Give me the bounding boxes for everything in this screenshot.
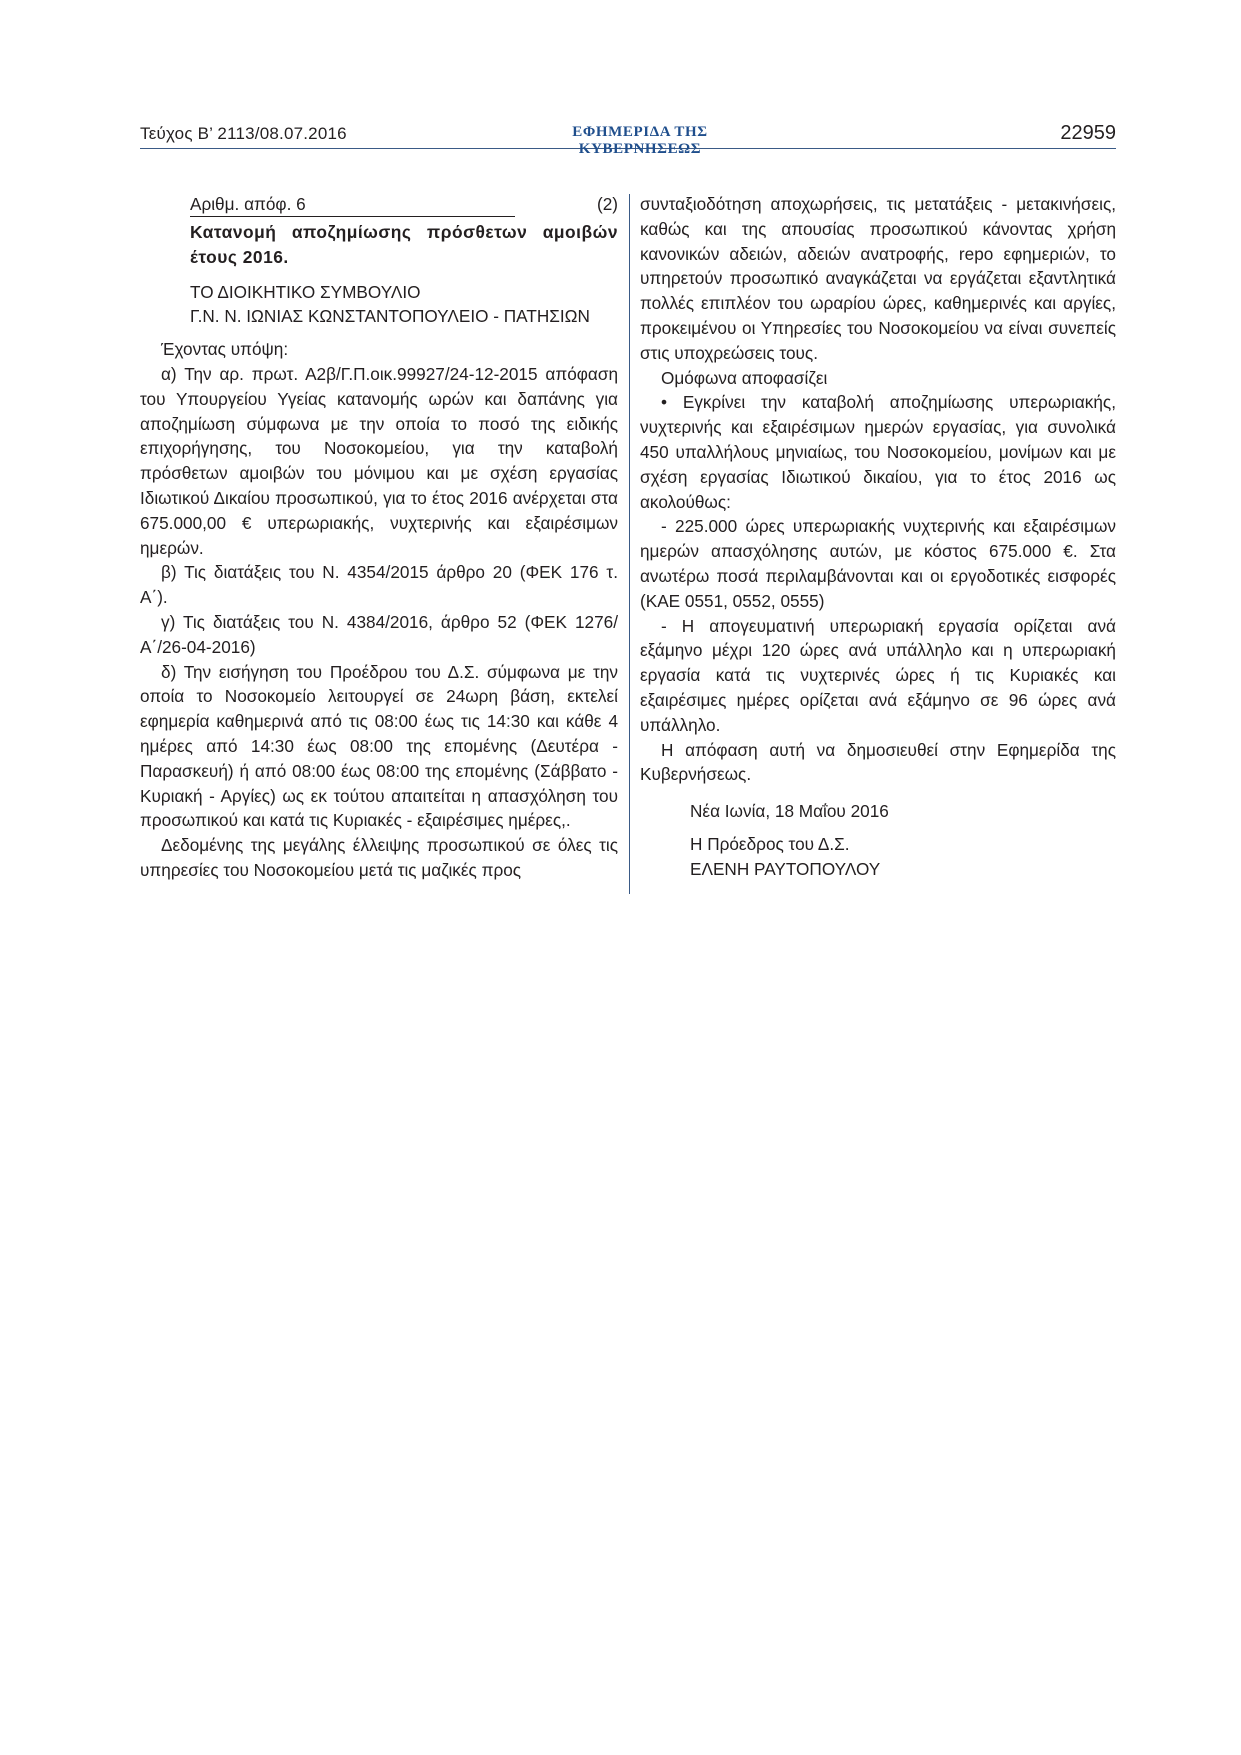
gazette-name: ΕΦΗΜΕΡΙΔΑ ΤΗΣ ΚΥΒΕΡΝΗΣΕΩΣ <box>572 124 708 157</box>
decision-number: Αριθμ. απόφ. 6 <box>190 192 515 217</box>
signature-block <box>690 799 1116 881</box>
considering-item-b: β) Τις διατάξεις του Ν. 4354/2015 άρθρο 20 (ΦΕΚ 176 τ. Α΄). <box>140 562 618 608</box>
publication-paragraph: Η απόφαση αυτή να δημοσιευθεί στην Εφημερίδα της Κυβερνήσεως. <box>640 739 1116 785</box>
considering-item-a: α) Την αρ. πρωτ. Α2β/Γ.Π.οικ.99927/24-12-2015 απόφαση του Υπουργείου Υγείας κατανομής ωρών και δαπάνης για αποζημίωση σύμφωνα με την οποία το ποσό της ειδικής επιχορήγησης, του Νοσοκομείου, για την καταβολή πρόσθετων αμοιβών του μόνιμου και με σχέση εργασίας Ιδιωτικού Δικαίου προσωπικού, για το έτος 2016 ανέρχεται στα 675.000,00 € υπερωριακής, νυχτερινής και εξαιρέσιμων ημερών. <box>140 363 618 558</box>
signatory-name: ΕΛΕΝΗ ΡΑΥΤΟΠΟΥΛΟΥ <box>690 858 881 879</box>
given-paragraph-start: Δεδομένης της μεγάλης έλλειψης προσωπικού σε όλες τις υπηρεσίες του Νοσοκομείου μετά τις μαζικές προς <box>140 835 618 880</box>
issuer-block <box>190 280 618 330</box>
decision-sequence: (2) <box>596 194 618 214</box>
considering-item-d: δ) Την εισήγηση του Προέδρου του Δ.Σ. σύμφωνα με την οποία το Νοσοκομείο λειτουργεί σε 24ωρη βάση, εκτελεί εφημερία καθημερινά από τις 08:00 έως τις 14:30 και κάθε 4 ημέρες από 14:30 έως 08:00 της επομένης (Δευτέρα - Παρασκευή) ή από 08:00 έως 08:00 της επομένης (Σάββατο - Κυριακή - Αργίες) ως εκ τούτου απαιτείται η απασχόληση του προσωπικού και κατά τις Κυριακές - εξαιρέσιμες ημέρες,. <box>140 661 618 831</box>
right-column <box>640 192 1116 882</box>
page-number: 22959 <box>1060 122 1116 144</box>
issuer-line-1: ΤΟ ΔΙΟΙΚΗΤΙΚΟ ΣΥΜΒΟΥΛΙΟ <box>190 281 421 302</box>
page-header <box>140 118 1116 157</box>
approval-paragraph: • Εγκρίνει την καταβολή αποζημίωσης υπερωριακής, νυχτερινής και εξαιρέσιμων ημερών εργασίας, για συνολικά 450 υπαλλήλους μηνιαίως, του Νοσοκομείου, μονίμων και με σχέση εργασίας Ιδιωτικού δικαίου, για το έτος 2016 ως ακολούθως: <box>640 392 1116 512</box>
given-paragraph-end: συνταξιοδότηση αποχωρήσεις, τις μετατάξεις - μετακινήσεις, καθώς και της απουσίας προσωπικού κάνοντας χρήση κανονικών αδειών, αδειών ανατροφής, repo εφημεριών, το υπηρετούν προσωπικό αναγκάζεται να εργάζεται εξαντλητικά πολλές επιπλέον του ωραρίου ώρες, καθημερινές και αργίες, προκειμένου οι Υπηρεσίες του Νοσοκομείου να είναι συνεπείς στις υποχρεώσεις τους. <box>640 194 1116 363</box>
unanimous-decision: Ομόφωνα αποφασίζει <box>661 367 828 388</box>
afternoon-paragraph: - Η απογευματινή υπερωριακή εργασία ορίζεται ανά εξάμηνο μέχρι 120 ώρες ανά υπάλληλο και η υπερωριακή εργασία κατά τις νυχτερινές ώρες ή τις Κυριακές και εξαιρέσιμες ημέρες ορίζεται ανά εξάμηνο σε 96 ώρες ανά υπάλληλο. <box>640 615 1116 735</box>
hours-paragraph: - 225.000 ώρες υπερωριακής νυχτερινής και εξαιρέσιμων ημερών απασχόλησης αυτών, με κόστος 675.000 €. Στα ανωτέρω ποσά περιλαμβάνονται και οι εργοδοτικές εισφορές (ΚΑΕ 0551, 0552, 0555) <box>640 516 1116 611</box>
issuer-line-2: Γ.Ν. Ν. ΙΩΝΙΑΣ ΚΩΝΣΤΑΝΤΟΠΟΥΛΕΙΟ - ΠΑΤΗΣΙΩΝ <box>190 306 590 327</box>
left-column <box>140 192 618 883</box>
place-date: Νέα Ιωνία, 18 Μαΐου 2016 <box>690 801 889 822</box>
signatory-role: Η Πρόεδρος του Δ.Σ. <box>690 833 850 854</box>
issue-number: Τεύχος Β’ 2113/08.07.2016 <box>140 124 347 143</box>
decision-number-row <box>140 192 618 217</box>
considering-item-c: γ) Τις διατάξεις του Ν. 4384/2016, άρθρο 52 (ΦΕΚ 1276/Α΄/26-04-2016) <box>140 611 618 657</box>
considering-heading: Έχοντας υπόψη: <box>161 339 289 360</box>
decision-title: Κατανομή αποζημίωσης πρόσθετων αμοιβών έτους 2016. <box>190 222 618 267</box>
column-divider <box>629 194 630 894</box>
